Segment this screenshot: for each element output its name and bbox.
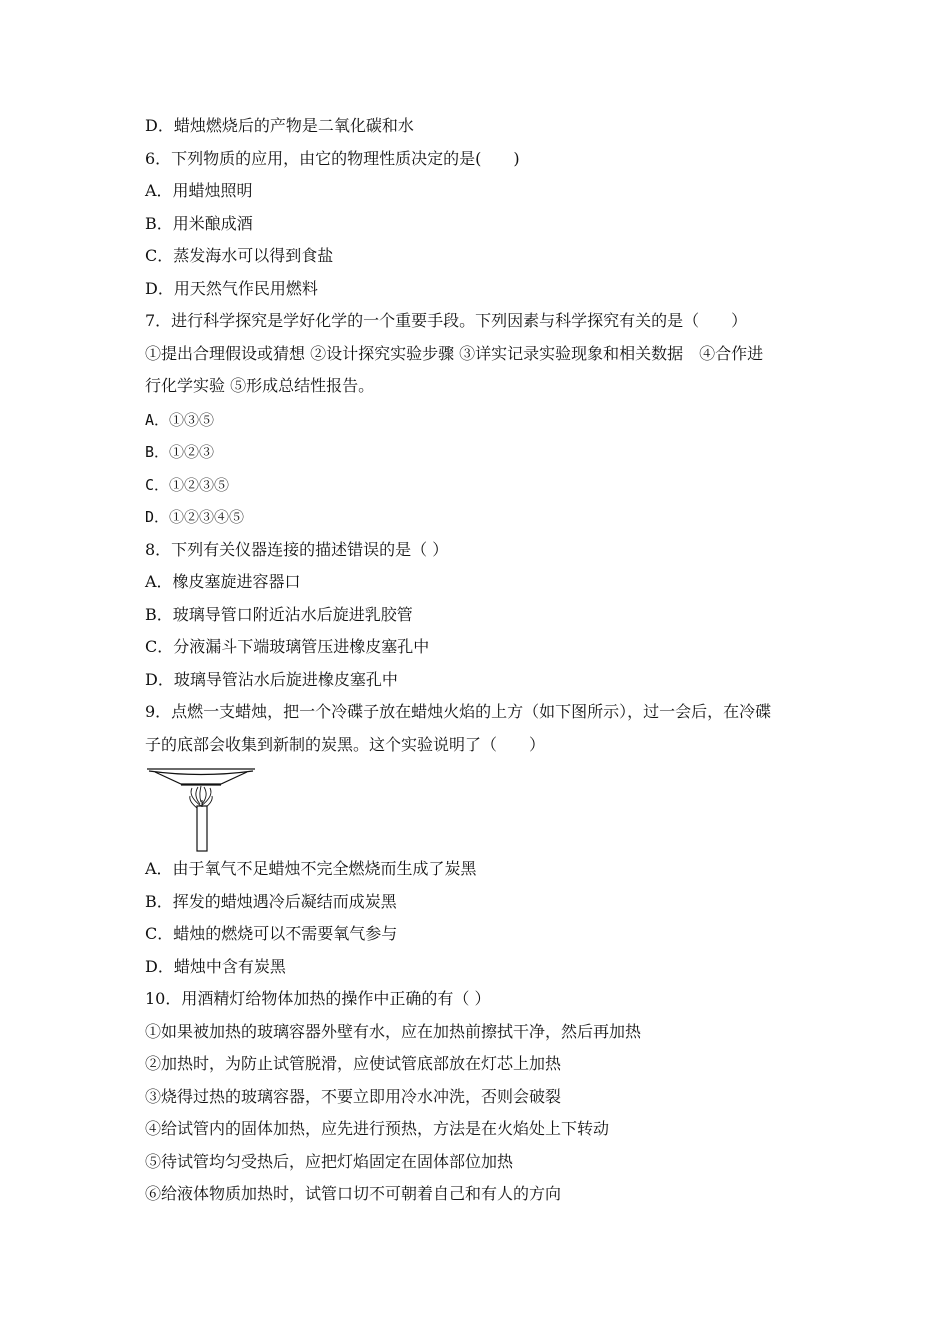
q7-stem: 7．进行科学探究是学好化学的一个重要手段。下列因素与科学探究有关的是（ ） [145,311,748,330]
q5-option-d: D．蜡烛燃烧后的产物是二氧化碳和水 [145,116,414,135]
candle [197,806,207,851]
q10-item-1: ①如果被加热的玻璃容器外壁有水，应在加热前擦拭干净，然后再加热 [145,1022,642,1041]
q10-item-2: ②加热时，为防止试管脱滑，应使试管底部放在灯芯上加热 [145,1054,562,1073]
q6-option-a: A．用蜡烛照明 [145,181,253,200]
q10-stem: 10．用酒精灯给物体加热的操作中正确的有（ ） [145,989,491,1008]
q7-factors-line1: ①提出合理假设或猜想 ②设计探究实验步骤 ③详实记录实验现象和相关数据 ④合作进 [145,344,764,363]
q7-option-d: D．①②③④⑤ [145,508,245,526]
q8-option-b: B．玻璃导管口附近沾水后旋进乳胶管 [145,605,413,624]
q7-option-c: C．①②③⑤ [145,476,230,494]
q9-option-c: C．蜡烛的燃烧可以不需要氧气参与 [145,924,398,943]
q7-option-a: A．①③⑤ [145,411,215,429]
q6-stem: 6．下列物质的应用，由它的物理性质决定的是( ) [145,149,520,168]
q9-stem-line2: 子的底部会收集到新制的炭黑。这个实验说明了（ ） [145,735,546,754]
q10-item-4: ④给试管内的固体加热，应先进行预热，方法是在火焰处上下转动 [145,1119,610,1138]
q9-option-d: D．蜡烛中含有炭黑 [145,957,286,976]
q9-stem-line1: 9．点燃一支蜡烛，把一个冷碟子放在蜡烛火焰的上方（如下图所示），过一会后，在冷碟 [145,702,772,721]
q6-option-b: B．用米酿成酒 [145,214,253,233]
q9-option-a: A．由于氧气不足蜡烛不完全燃烧而生成了炭黑 [145,859,477,878]
q6-option-c: C．蒸发海水可以得到食盐 [145,246,334,265]
q10-item-6: ⑥给液体物质加热时，试管口切不可朝着自己和有人的方向 [145,1184,562,1203]
q8-option-d: D．玻璃导管沾水后旋进橡皮塞孔中 [145,670,398,689]
q9-option-b: B．挥发的蜡烛遇冷后凝结而成炭黑 [145,892,397,911]
q7-factors-line2: 行化学实验 ⑤形成总结性报告。 [145,376,375,395]
q10-item-5: ⑤待试管均匀受热后，应把灯焰固定在固体部位加热 [145,1152,514,1171]
q8-option-a: A．橡皮塞旋进容器口 [145,572,301,591]
q8-stem: 8．下列有关仪器连接的描述错误的是（ ） [145,540,449,559]
q10-item-3: ③烧得过热的玻璃容器，不要立即用冷水冲洗，否则会破裂 [145,1087,562,1106]
q8-option-c: C．分液漏斗下端玻璃管压进橡皮塞孔中 [145,637,430,656]
candle-plate-figure [145,764,257,852]
cold-plate [147,769,255,785]
q7-option-b: B．①②③ [145,443,215,461]
candle-flame [190,786,212,808]
q6-option-d: D．用天然气作民用燃料 [145,279,318,298]
